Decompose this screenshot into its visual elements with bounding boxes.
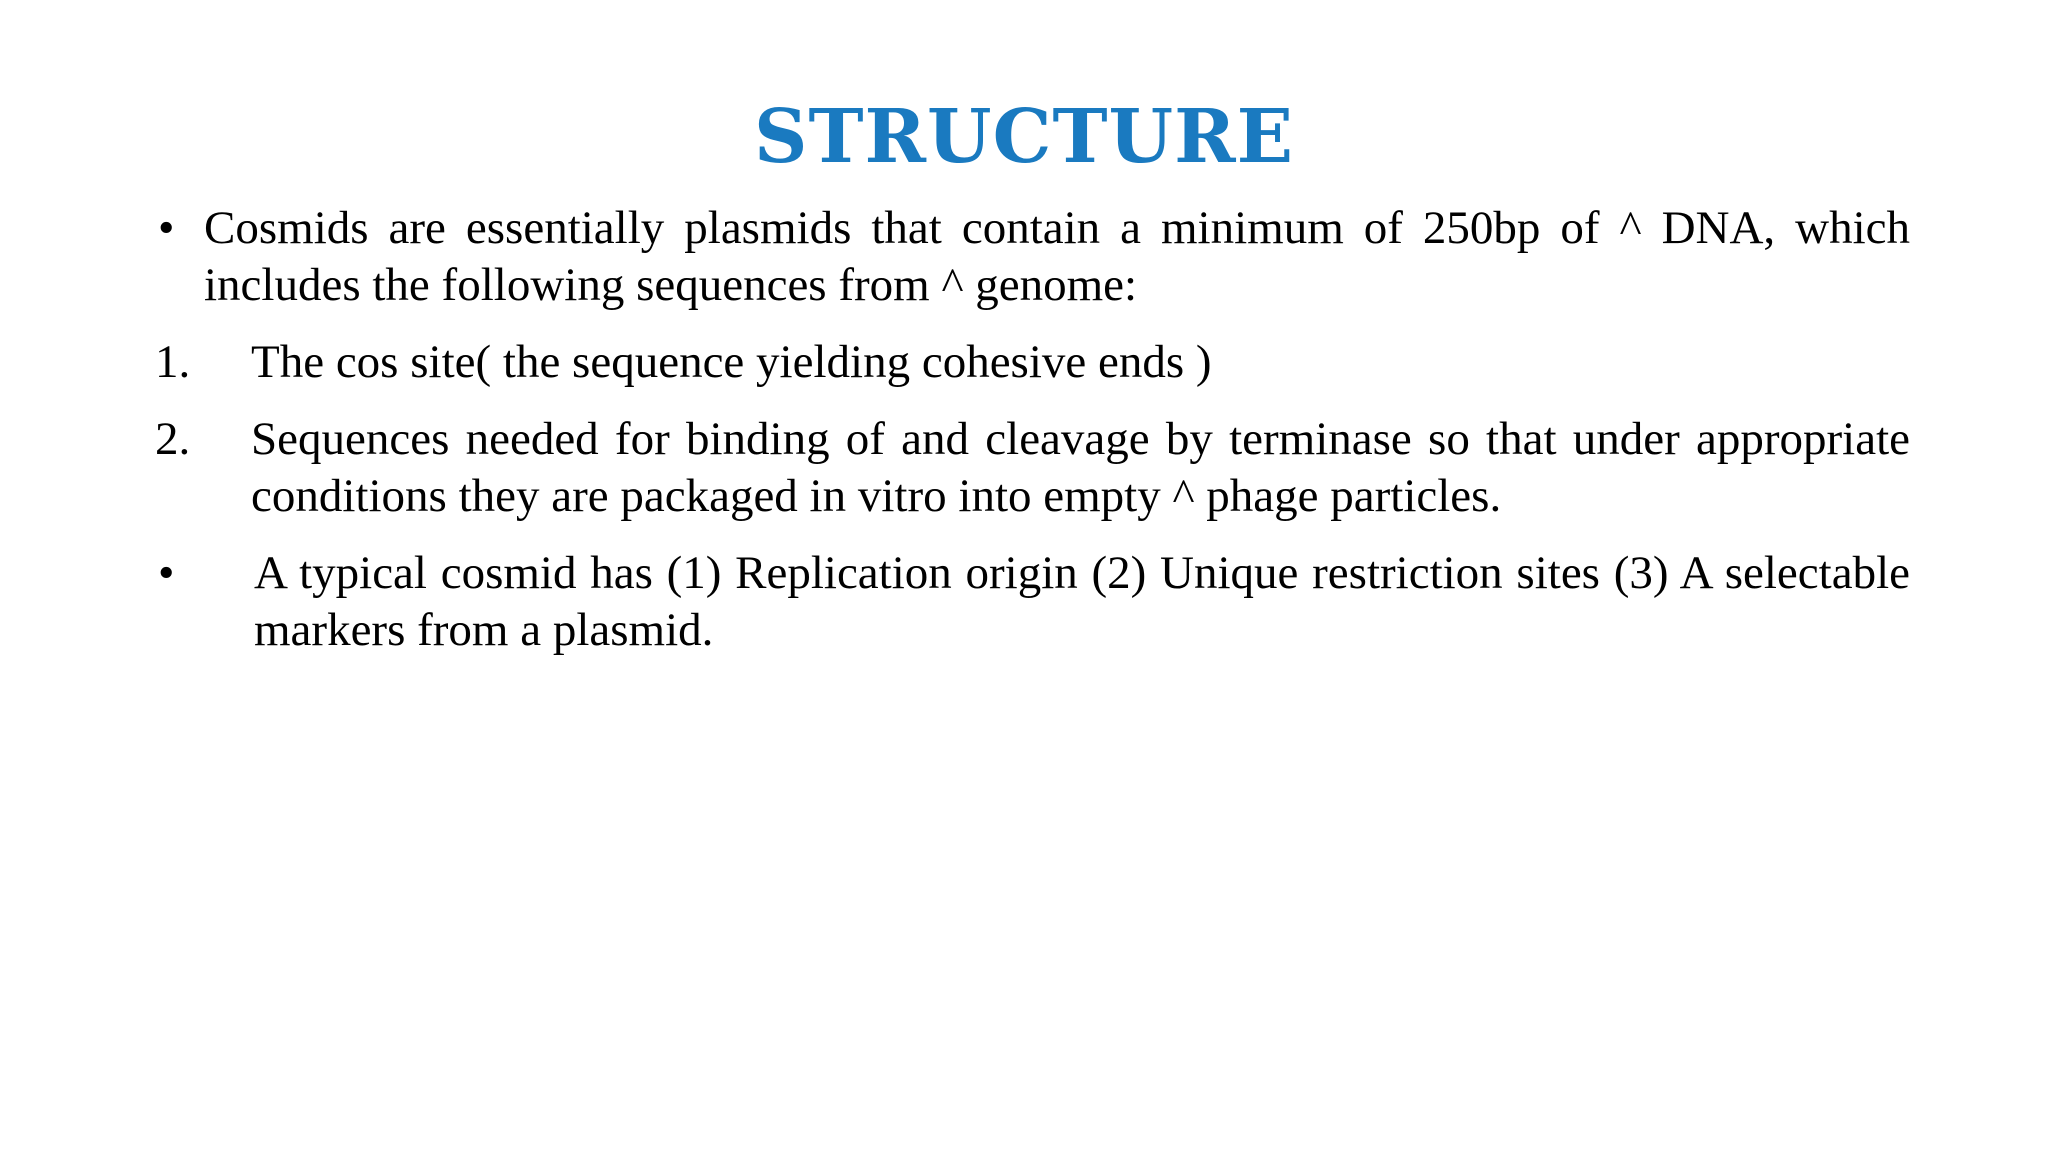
numbered-item <box>150 334 1910 391</box>
bullet-item <box>150 200 1910 314</box>
number-marker: 1. <box>155 336 191 388</box>
bullet-marker: • <box>158 202 175 254</box>
bullet-text: Cosmids are essentially plasmids that contain a minimum of 250bp of ^ DNA, which includes the following sequences from ^ genome: <box>204 202 1910 311</box>
slide-title: STRUCTURE <box>754 94 1294 180</box>
number-marker: 2. <box>155 413 191 465</box>
bullet-text: A typical cosmid has (1) Replication origin (2) Unique restriction sites (3) A selectable markers from a plasmid. <box>254 547 1910 656</box>
bullet-item <box>150 545 1910 659</box>
slide-content <box>150 200 1910 679</box>
numbered-item <box>150 411 1910 525</box>
numbered-text: The cos site( the sequence yielding cohesive ends ) <box>251 336 1212 388</box>
bullet-marker: • <box>158 547 175 599</box>
numbered-text: Sequences needed for binding of and cleavage by terminase so that under appropriate conditions they are packaged in vitro into empty ^ phage particles. <box>251 413 1910 522</box>
